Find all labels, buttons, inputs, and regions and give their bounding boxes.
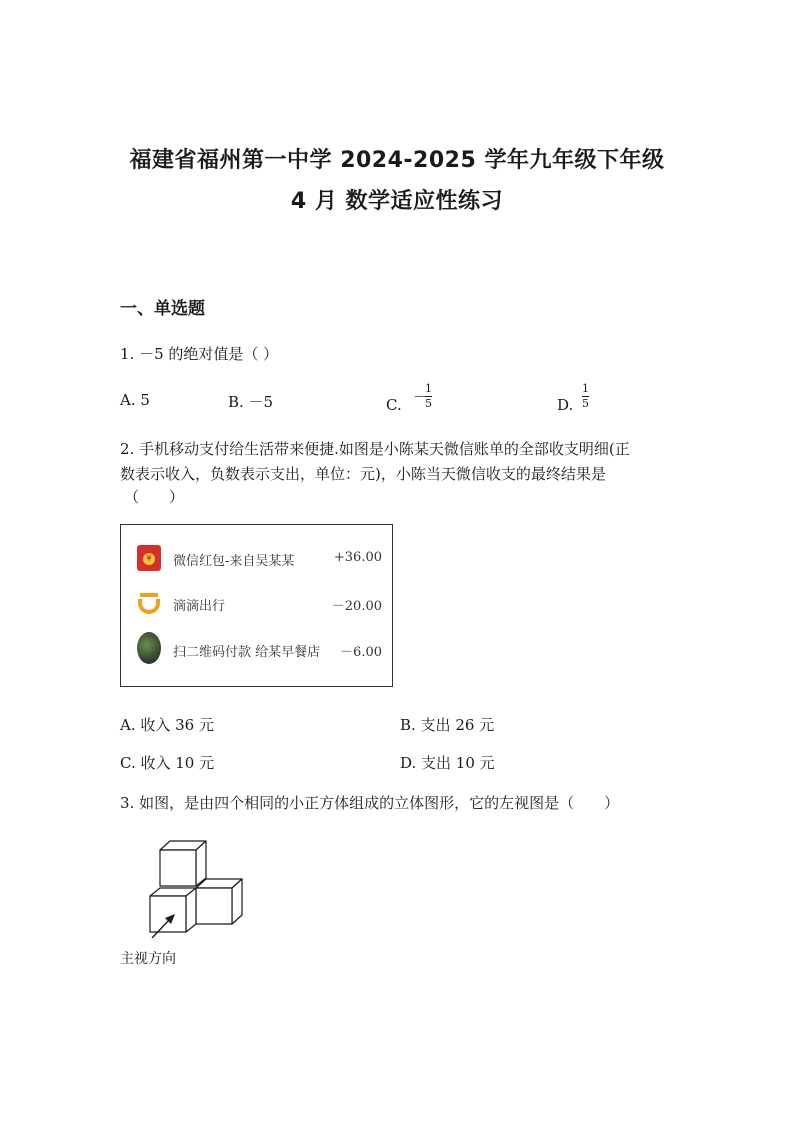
q1-option-c-fraction xyxy=(425,383,432,410)
bill-row xyxy=(121,588,392,618)
q1-option-d-fraction xyxy=(582,383,589,410)
q1-option-c-label: C. xyxy=(386,396,402,414)
q2-stem-line1: 2. 手机移动支付给生活带来便捷.如图是小陈某天微信账单的全部收支明细(正 xyxy=(120,440,630,458)
cube-front-face xyxy=(160,850,196,886)
q2-option-d: D. 支出 10 元 xyxy=(400,754,495,772)
document-title-line2: 4 月 数学适应性练习 xyxy=(290,189,504,214)
fraction-denominator: 5 xyxy=(582,397,589,410)
wechat-bill-figure xyxy=(120,524,393,687)
view-direction-caption: 主视方向 xyxy=(120,951,176,967)
yuan-coin-icon: ¥ xyxy=(143,553,155,565)
avatar-icon xyxy=(137,632,161,664)
bill-amount: +36.00 xyxy=(333,550,382,565)
didi-icon xyxy=(137,590,161,616)
cube-front-face xyxy=(196,888,232,924)
bill-amount: －20.00 xyxy=(331,599,382,614)
q3-stem: 3. 如图，是由四个相同的小正方体组成的立体图形，它的左视图是（ ） xyxy=(120,794,620,812)
q1-option-a: A. 5 xyxy=(120,391,150,409)
cube-solid-figure xyxy=(140,838,250,938)
bill-amount: －6.00 xyxy=(340,645,382,660)
cube-side-face xyxy=(186,888,196,932)
q2-option-b: B. 支出 26 元 xyxy=(400,716,495,734)
cube-front-face xyxy=(150,896,186,932)
q1-option-d-label: D. xyxy=(557,396,574,414)
q2-stem-line3: （ ） xyxy=(124,488,185,506)
bill-row xyxy=(121,634,392,664)
q1-stem: 1. －5 的绝对值是（ ） xyxy=(120,345,279,363)
q2-stem-line2: 数表示收入，负数表示支出，单位：元)，小陈当天微信收支的最终结果是 xyxy=(120,465,606,483)
bill-label: 滴滴出行 xyxy=(173,599,226,614)
bill-label: 微信红包-来自吴某某 xyxy=(173,554,295,569)
red-packet-icon xyxy=(137,545,161,571)
fraction-numerator: 1 xyxy=(582,382,589,395)
section-heading: 一、单选题 xyxy=(120,299,205,319)
fraction-numerator: 1 xyxy=(425,382,432,395)
document-title-line1: 福建省福州第一中学 2024-2025 学年九年级下年级 xyxy=(129,148,665,173)
bill-row xyxy=(121,543,392,573)
q1-option-c-sign: － xyxy=(413,388,429,406)
q2-option-a: A. 收入 36 元 xyxy=(120,716,214,734)
q1-option-b: B. －5 xyxy=(228,393,274,411)
bill-label: 扫二维码付款 给某早餐店 xyxy=(173,645,321,660)
q2-option-c: C. 收入 10 元 xyxy=(120,754,215,772)
fraction-denominator: 5 xyxy=(425,397,432,410)
